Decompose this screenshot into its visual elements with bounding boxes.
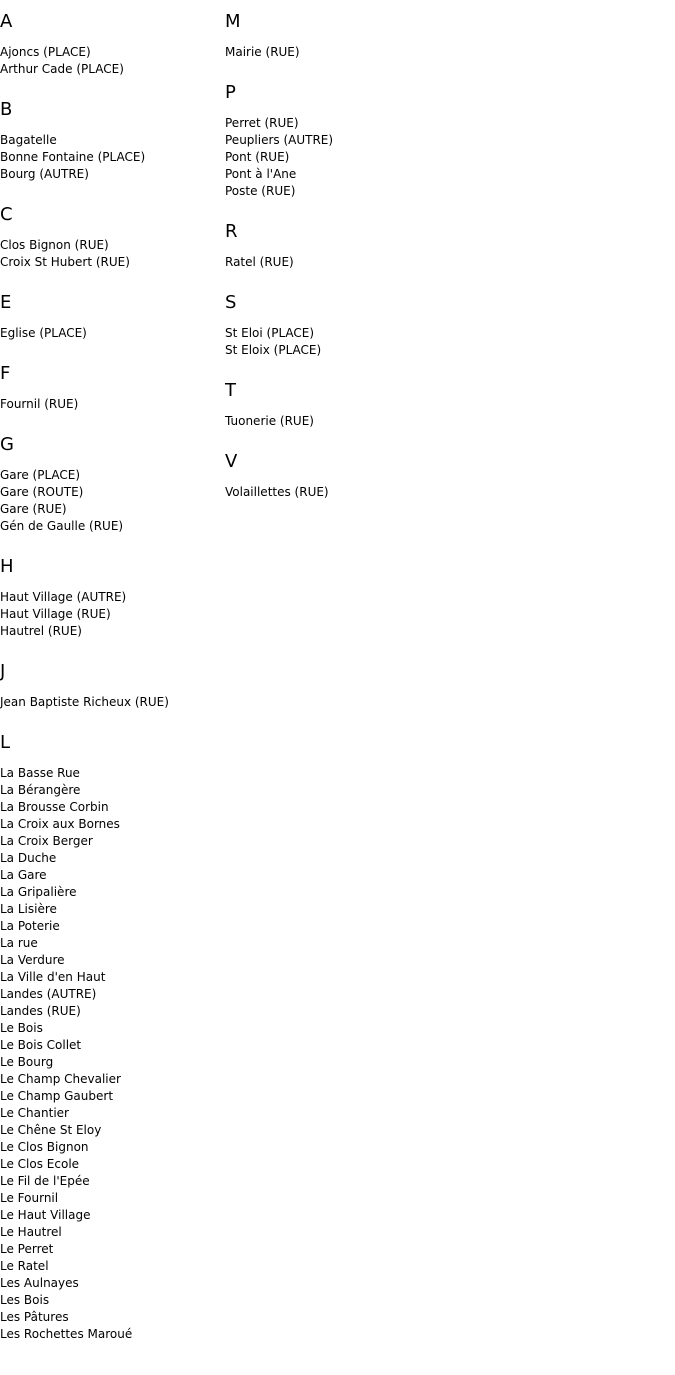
street-list [225, 254, 445, 271]
street-entry[interactable]: Gare (PLACE) [0, 468, 81, 482]
street-entry[interactable]: Le Bois [0, 1021, 43, 1035]
street-entry[interactable]: Le Clos Bignon [0, 1140, 89, 1154]
street-list [0, 44, 220, 78]
street-entry[interactable]: Gén de Gaulle (RUE) [0, 519, 124, 533]
street-entry[interactable]: Croix St Hubert (RUE) [0, 255, 130, 269]
letter-section-a [0, 12, 220, 78]
street-entry[interactable]: Pont à l'Ane [225, 167, 297, 181]
street-entry[interactable]: La Croix Berger [0, 834, 93, 848]
letter-section-g [0, 435, 220, 535]
street-list [225, 44, 445, 61]
street-entry[interactable]: Le Ratel [0, 1259, 49, 1273]
street-entry[interactable]: Tuonerie (RUE) [225, 414, 314, 428]
letter-section-b [0, 100, 220, 183]
street-entry[interactable]: Les Pâtures [0, 1310, 69, 1324]
letter-section-h [0, 557, 220, 640]
street-entry[interactable]: Volaillettes (RUE) [225, 485, 329, 499]
letter-section-p [225, 83, 445, 200]
street-entry[interactable]: Haut Village (RUE) [0, 607, 111, 621]
street-list [225, 115, 445, 200]
street-entry[interactable]: Landes (RUE) [0, 1004, 81, 1018]
street-list [0, 396, 220, 413]
street-entry[interactable]: Le Hautrel [0, 1225, 62, 1239]
street-entry[interactable]: Le Fournil [0, 1191, 59, 1205]
street-list [0, 589, 220, 640]
letter-section-c [0, 205, 220, 271]
letter-section-v [225, 452, 445, 501]
street-entry[interactable]: Peupliers (AUTRE) [225, 133, 334, 147]
letter-section-t [225, 381, 445, 430]
street-entry[interactable]: La Croix aux Bornes [0, 817, 120, 831]
street-list [225, 484, 445, 501]
section-letter-heading: C [0, 204, 13, 225]
street-entry[interactable]: Le Perret [0, 1242, 54, 1256]
street-entry[interactable]: Le Chêne St Eloy [0, 1123, 102, 1137]
letter-section-s [225, 293, 445, 359]
street-entry[interactable]: Perret (RUE) [225, 116, 299, 130]
section-letter-heading: V [225, 451, 238, 472]
street-entry[interactable]: Le Fil de l'Epée [0, 1174, 90, 1188]
street-entry[interactable]: La Gare [0, 868, 47, 882]
street-index-column-right [225, 12, 445, 523]
street-entry[interactable]: Gare (ROUTE) [0, 485, 84, 499]
street-list [0, 325, 220, 342]
street-list [225, 325, 445, 359]
section-letter-heading: F [0, 363, 11, 384]
street-entry[interactable]: Jean Baptiste Richeux (RUE) [0, 695, 169, 709]
street-entry[interactable]: Mairie (RUE) [225, 45, 300, 59]
street-entry[interactable]: St Eloix (PLACE) [225, 343, 322, 357]
street-list [225, 413, 445, 430]
section-letter-heading: E [0, 292, 12, 313]
street-entry[interactable]: Le Chantier [0, 1106, 69, 1120]
street-entry[interactable]: Le Bois Collet [0, 1038, 82, 1052]
street-list [0, 237, 220, 271]
street-entry[interactable]: La Basse Rue [0, 766, 80, 780]
letter-section-f [0, 364, 220, 413]
section-letter-heading: A [0, 11, 13, 32]
section-letter-heading: S [225, 292, 237, 313]
section-letter-heading: P [225, 82, 236, 103]
street-entry[interactable]: Les Rochettes Maroué [0, 1327, 133, 1341]
section-letter-heading: T [225, 380, 236, 401]
letter-section-m [225, 12, 445, 61]
street-entry[interactable]: Le Haut Village [0, 1208, 91, 1222]
street-entry[interactable]: Eglise (PLACE) [0, 326, 87, 340]
street-entry[interactable]: Landes (AUTRE) [0, 987, 97, 1001]
street-entry[interactable]: Arthur Cade (PLACE) [0, 62, 124, 76]
street-entry[interactable]: La Ville d'en Haut [0, 970, 106, 984]
street-entry[interactable]: La rue [0, 936, 38, 950]
street-entry[interactable]: Gare (RUE) [0, 502, 67, 516]
street-entry[interactable]: Ratel (RUE) [225, 255, 294, 269]
street-entry[interactable]: Le Champ Chevalier [0, 1072, 121, 1086]
street-index-column-left [0, 12, 220, 1365]
street-entry[interactable]: Hautrel (RUE) [0, 624, 82, 638]
section-letter-heading: G [0, 434, 14, 455]
section-letter-heading: B [0, 99, 13, 120]
street-entry[interactable]: Poste (RUE) [225, 184, 296, 198]
street-entry[interactable]: Le Clos Ecole [0, 1157, 80, 1171]
street-entry[interactable]: Les Bois [0, 1293, 50, 1307]
section-letter-heading: H [0, 556, 14, 577]
section-letter-heading: J [0, 661, 6, 682]
street-entry[interactable]: Pont (RUE) [225, 150, 290, 164]
street-entry[interactable]: Les Aulnayes [0, 1276, 79, 1290]
street-entry[interactable]: Ajoncs (PLACE) [0, 45, 91, 59]
street-entry[interactable]: La Duche [0, 851, 57, 865]
street-list [0, 765, 220, 1343]
section-letter-heading: R [225, 221, 238, 242]
street-entry[interactable]: La Verdure [0, 953, 65, 967]
section-letter-heading: L [0, 732, 11, 753]
street-entry[interactable]: Fournil (RUE) [0, 397, 79, 411]
street-entry[interactable]: La Poterie [0, 919, 60, 933]
street-entry[interactable]: La Bérangère [0, 783, 81, 797]
street-entry[interactable]: Bourg (AUTRE) [0, 167, 89, 181]
letter-section-e [0, 293, 220, 342]
street-entry[interactable]: Haut Village (AUTRE) [0, 590, 127, 604]
street-entry[interactable]: Le Champ Gaubert [0, 1089, 114, 1103]
street-list [0, 467, 220, 535]
street-entry[interactable]: St Eloi (PLACE) [225, 326, 315, 340]
street-list [0, 132, 220, 183]
letter-section-j [0, 662, 220, 711]
street-entry[interactable]: La Gripalière [0, 885, 77, 899]
letter-section-l [0, 733, 220, 1343]
street-entry[interactable]: Le Bourg [0, 1055, 54, 1069]
street-entry[interactable]: Bonne Fontaine (PLACE) [0, 150, 146, 164]
street-entry[interactable]: Bagatelle [0, 133, 57, 147]
section-letter-heading: M [225, 11, 241, 32]
street-entry[interactable]: La Lisière [0, 902, 57, 916]
street-entry[interactable]: La Brousse Corbin [0, 800, 109, 814]
street-entry[interactable]: Clos Bignon (RUE) [0, 238, 109, 252]
street-list [0, 694, 220, 711]
letter-section-r [225, 222, 445, 271]
